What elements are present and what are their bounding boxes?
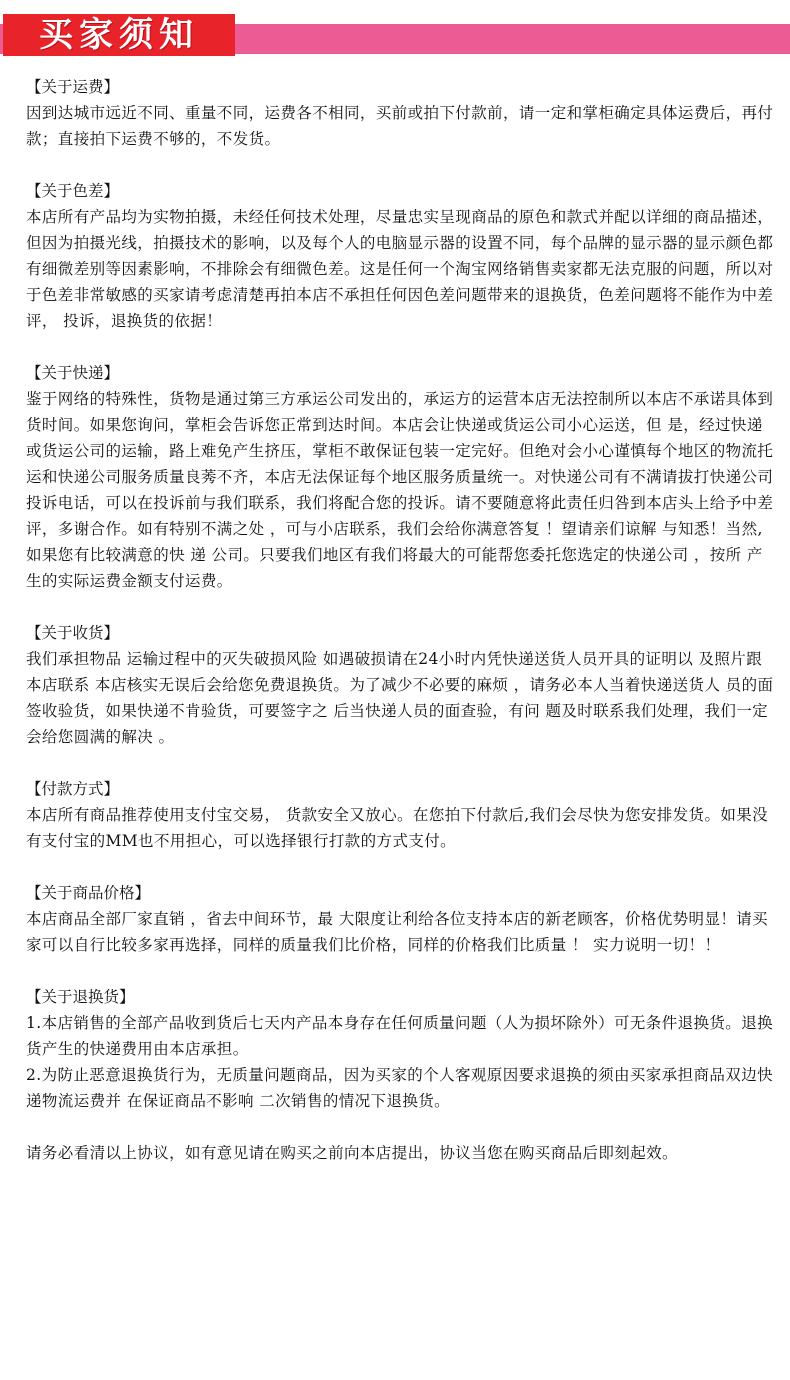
section-paragraph: 我们承担物品 运输过程中的灭失破损风险 如遇破损请在24小时内凭快递送货人员开具的证明以 及照片跟本店联系 本店核实无误后会给您免费退换货。为了减少不必要的麻烦 ，请务必本人当着快递送货人 员的面签收验货，如果快递不肯验货，可要签字之 后当快递人员的面查验，有问 题及时联系我们处理，我们一定会给您圆满的解决 。 <box>26 650 774 746</box>
section-price <box>26 880 776 958</box>
section-paragraph: 本店所有商品推荐使用支付宝交易， 货款安全又放心。在您拍下付款后,我们会尽快为您安排发货。如果没有支付宝的MM也不用担心，可以选择银行打款的方式支付。 <box>26 806 769 850</box>
section-heading: 【付款方式】 <box>26 780 120 798</box>
section-heading: 【关于商品价格】 <box>26 884 151 902</box>
section-heading: 【关于运费】 <box>26 78 120 96</box>
section-payment-method <box>26 776 776 854</box>
section-receiving <box>26 620 776 750</box>
section-courier <box>26 360 776 594</box>
section-heading: 【关于快递】 <box>26 364 120 382</box>
section-shipping-fee <box>26 74 776 152</box>
section-returns <box>26 984 776 1114</box>
header-bar <box>0 14 790 56</box>
section-paragraph: 鉴于网络的特殊性，货物是通过第三方承运公司发出的，承运方的运营本店无法控制所以本店不承诺具体到货时间。如果您询问，掌柜会告诉您正常到达时间。本店会让快递或货运公司小心运送，但 是，经过快递或货运公司的运输，路上难免产生挤压，掌柜不敢保证包装一定完好。但绝对会小心谨慎每个地区的物流托运和快递公司服务质量良莠不齐，本店无法保证每个地区服务质量统一。对快递公司有不满请拔打快递公司投诉电话，可以在投诉前与我们联系，我们将配合您的投诉。请不要随意将此责任归咎到本店头上给予中差评，多谢合作。如有特别不满之处 ，可与小店联系，我们会给你满意答复 ！望请亲们谅解 与知悉！当然,如果您有比较满意的快 递 公司。只要我们地区有我们将最大的可能帮您委托您选定的快递公司 ，按所 产生的实际运费金额支付运费。 <box>26 390 774 590</box>
section-paragraph: 本店商品全部厂家直销 ，省去中间环节，最 大限度让利给各位支持本店的新老顾客，价格优势明显！请买家可以自行比较多家再选择，同样的质量我们比价格，同样的价格我们比质量 ！ 实力说明一切！！ <box>26 910 769 954</box>
section-color-difference <box>26 178 776 334</box>
header-title-box <box>3 14 235 56</box>
page-title: 买家须知 <box>39 15 199 55</box>
section-paragraph: 因到达城市远近不同、重量不同，运费各不相同，买前或拍下付款前，请一定和掌柜确定具体运费后，再付款；直接拍下运费不够的，不发货。 <box>26 104 774 148</box>
section-paragraph: 2.为防止恶意退换货行为，无质量问题商品，因为买家的个人客观原因要求退换的须由买家承担商品双边快递物流运费并 在保证商品不影响 二次销售的情况下退换货。 <box>26 1066 773 1110</box>
section-paragraph: 1.本店销售的全部产品收到货后七天内产品本身存在任何质量问题（人为损坏除外）可无条件退换货。退换货产生的快递费用由本店承担。 <box>26 1014 773 1058</box>
section-heading: 【关于收货】 <box>26 624 120 642</box>
section-heading: 【关于色差】 <box>26 182 120 200</box>
notice-content <box>26 74 776 1166</box>
section-paragraph: 本店所有产品均为实物拍摄，未经任何技术处理，尽量忠实呈现商品的原色和款式并配以详细的商品描述，但因为拍摄光线，拍摄技术的影响，以及每个人的电脑显示器的设置不同，每个品牌的显示器的显示颜色都有细微差别等因素影响，不排除会有细微色差。这是任何一个淘宝网络销售卖家都无法克服的问题，所以对于色差非常敏感的买家请考虑清楚再拍本店不承担任何因色差问题带来的退换货，色差问题将不能作为中差评， 投诉，退换货的依据！ <box>26 208 774 330</box>
footer-note: 请务必看清以上协议，如有意见请在购买之前向本店提出，协议当您在购买商品后即刻起效。 <box>26 1144 678 1162</box>
section-heading: 【关于退换货】 <box>26 988 135 1006</box>
